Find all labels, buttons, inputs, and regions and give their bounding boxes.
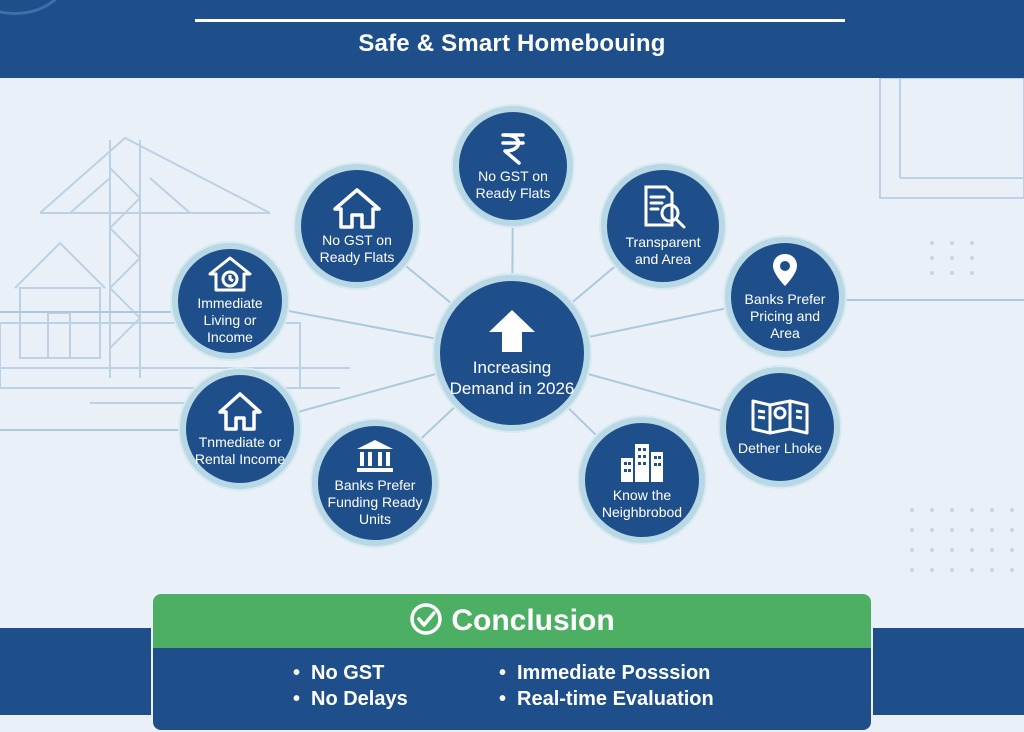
center-node-increasing-demand xyxy=(434,275,590,431)
node-label: Banks Prefer Pricing and Area xyxy=(744,291,826,341)
rupee-icon xyxy=(499,131,527,165)
buildings-icon xyxy=(617,440,667,484)
conclusion-panel xyxy=(151,592,873,732)
node-no-gst-house xyxy=(295,164,419,288)
document-search-icon xyxy=(640,185,686,231)
node-know-neighborhood xyxy=(579,417,705,543)
node-label: Immediate Living or Income xyxy=(197,295,263,345)
node-rental-income xyxy=(180,369,300,489)
node-immediate-living xyxy=(172,243,288,359)
node-label: Tnmediate or Rental Income xyxy=(194,433,286,467)
list-item: • No Delays xyxy=(293,688,408,710)
page-subtitle: Safe & Smart Homebouing xyxy=(358,30,666,57)
location-pin-icon xyxy=(771,252,799,288)
node-label: Know the Neighbrobod xyxy=(601,486,683,520)
list-item: • Immediate Posssion xyxy=(499,662,711,684)
node-label: No GST on Ready Flats xyxy=(475,167,551,201)
node-label: No GST on Ready Flats xyxy=(319,231,395,265)
node-no-gst-rupee xyxy=(453,106,573,226)
list-item: • No GST xyxy=(293,662,385,684)
brochure-icon xyxy=(750,397,810,437)
node-dether-lhoke xyxy=(720,367,840,487)
node-banks-prefer-funding xyxy=(312,420,438,546)
house-icon xyxy=(217,391,263,431)
conclusion-left-list xyxy=(293,660,408,712)
arrow-up-icon xyxy=(487,308,537,354)
node-label: Transparent and Area xyxy=(625,233,701,267)
conclusion-title: Conclusion xyxy=(451,604,615,637)
center-node-label: Increasing Demand in 2026 xyxy=(449,357,575,398)
node-label: Banks Prefer Funding Ready Units xyxy=(327,477,423,527)
node-transparent-area xyxy=(601,164,725,288)
conclusion-header xyxy=(153,594,871,648)
bank-icon xyxy=(355,438,395,474)
house-icon xyxy=(332,187,382,229)
house-clock-icon xyxy=(208,256,252,292)
check-circle-icon xyxy=(409,602,443,641)
node-banks-prefer-pricing xyxy=(725,237,845,357)
node-label: Dether Lhoke xyxy=(737,440,823,456)
list-item: • Real-time Evaluation xyxy=(499,688,714,710)
conclusion-right-list xyxy=(499,660,714,712)
conclusion-body xyxy=(153,648,871,732)
